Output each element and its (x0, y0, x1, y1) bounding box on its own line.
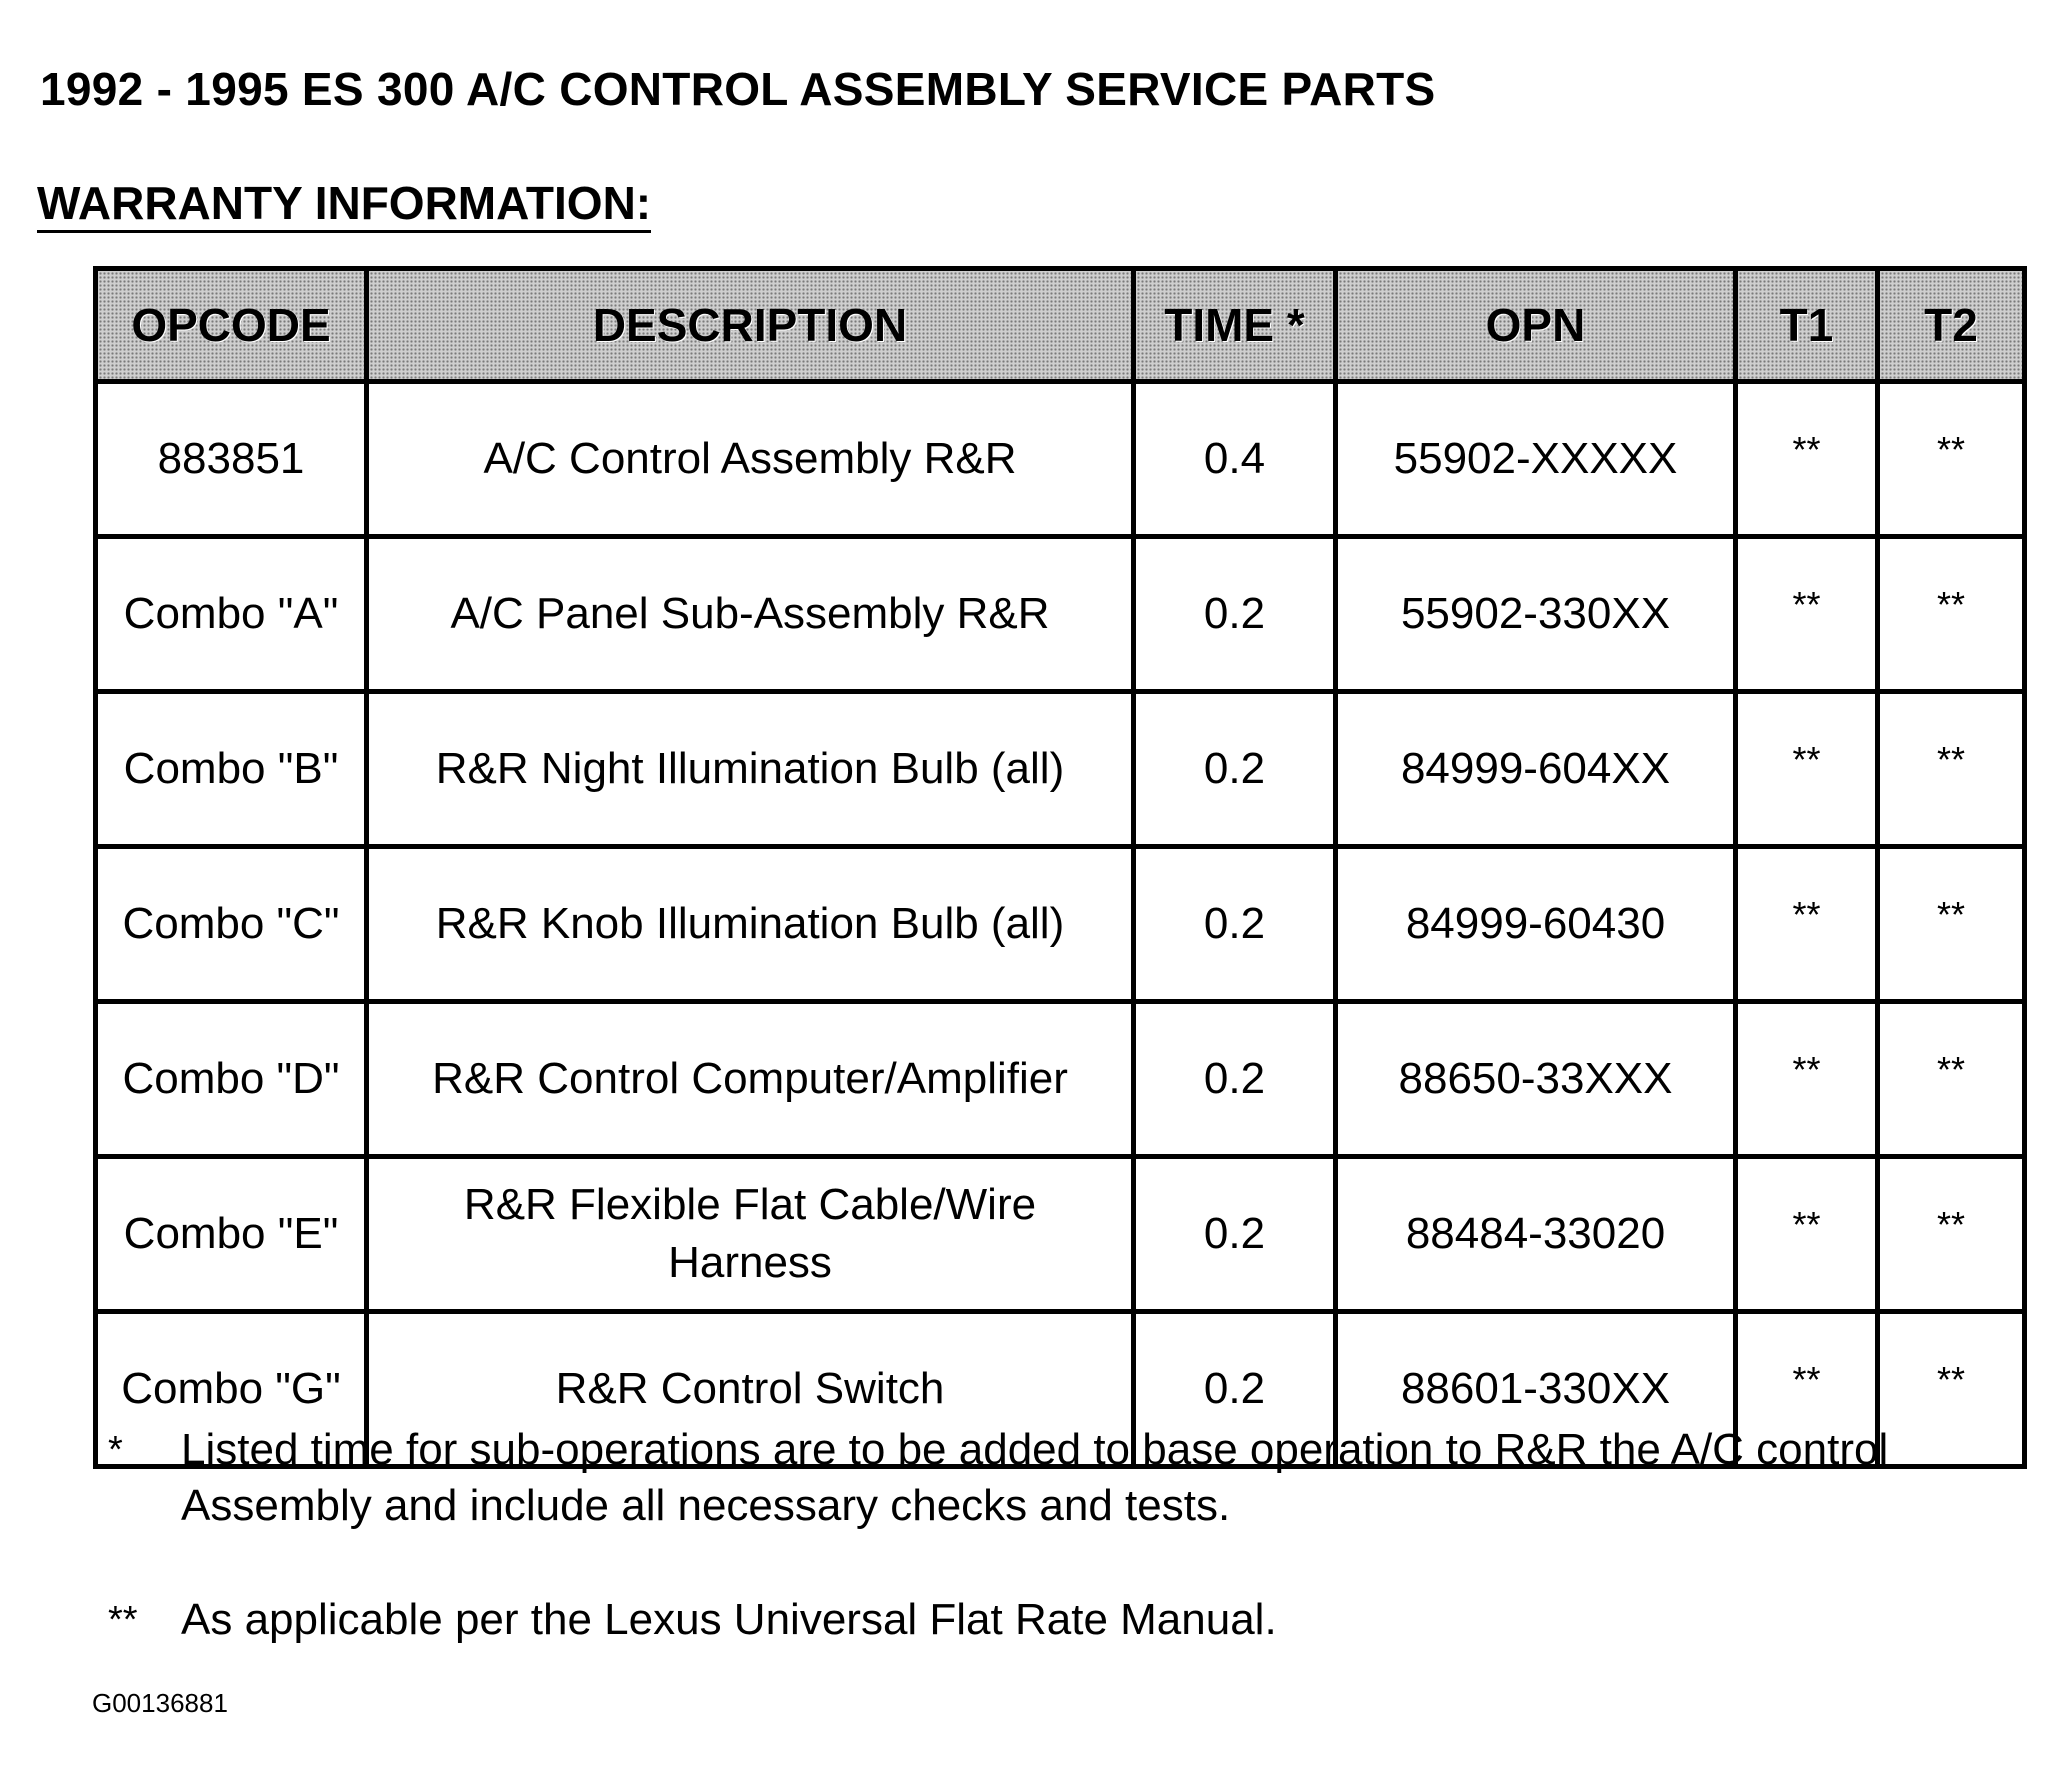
description-cell: R&R Control Computer/Amplifier (367, 1002, 1134, 1157)
service-parts-table-container (93, 266, 2022, 1469)
t1-cell: ** (1736, 1002, 1878, 1157)
t1-cell: ** (1736, 847, 1878, 1002)
opcode-cell: 883851 (96, 382, 367, 537)
opcode-cell: Combo "B" (96, 692, 367, 847)
description-cell: A/C Control Assembly R&R (367, 382, 1134, 537)
t1-cell: ** (1736, 1312, 1878, 1467)
table-row (96, 1157, 2025, 1312)
description-cell: R&R Flexible Flat Cable/Wire Harness (367, 1157, 1134, 1312)
t2-cell: ** (1878, 692, 2025, 847)
t2-cell: ** (1878, 382, 2025, 537)
opcode-cell: Combo "E" (96, 1157, 367, 1312)
t2-cell: ** (1878, 847, 2025, 1002)
footnote-marker: ** (108, 1599, 138, 1641)
t2-cell: ** (1878, 1312, 2025, 1467)
time-cell: 0.4 (1134, 382, 1336, 537)
header-time: TIME * (1134, 269, 1336, 382)
footnotes (108, 1422, 2053, 1706)
table-row (96, 1002, 2025, 1157)
service-parts-table (93, 266, 2027, 1469)
opn-cell: 55902-330XX (1336, 537, 1736, 692)
t1-cell: ** (1736, 692, 1878, 847)
header-opcode: OPCODE (96, 269, 367, 382)
time-cell: 0.2 (1134, 537, 1336, 692)
table-row (96, 537, 2025, 692)
description-cell: R&R Control Switch (367, 1312, 1134, 1467)
table-row (96, 382, 2025, 537)
opn-cell: 88601-330XX (1336, 1312, 1736, 1467)
t2-cell: ** (1878, 537, 2025, 692)
time-cell: 0.2 (1134, 692, 1336, 847)
opn-cell: 88650-33XXX (1336, 1002, 1736, 1157)
footnote-text: As applicable per the Lexus Universal Flat Rate Manual. (181, 1595, 1277, 1644)
t2-cell: ** (1878, 1002, 2025, 1157)
footnote-time (108, 1422, 2053, 1534)
description-cell: R&R Night Illumination Bulb (all) (367, 692, 1134, 847)
opcode-cell: Combo "D" (96, 1002, 367, 1157)
header-t1: T1 (1736, 269, 1878, 382)
opn-cell: 84999-60430 (1336, 847, 1736, 1002)
description-cell: A/C Panel Sub-Assembly R&R (367, 537, 1134, 692)
opcode-cell: Combo "A" (96, 537, 367, 692)
header-opn: OPN (1336, 269, 1736, 382)
footnote-flat-rate (108, 1592, 2053, 1648)
table-row (96, 847, 2025, 1002)
opn-cell: 84999-604XX (1336, 692, 1736, 847)
description-cell: R&R Knob Illumination Bulb (all) (367, 847, 1134, 1002)
t2-cell: ** (1878, 1157, 2025, 1312)
header-description: DESCRIPTION (367, 269, 1134, 382)
t1-cell: ** (1736, 382, 1878, 537)
opn-cell: 88484-33020 (1336, 1157, 1736, 1312)
table-header-row (96, 269, 2025, 382)
t1-cell: ** (1736, 1157, 1878, 1312)
time-cell: 0.2 (1134, 847, 1336, 1002)
table-row (96, 692, 2025, 847)
page-title: 1992 - 1995 ES 300 A/C CONTROL ASSEMBLY SERVICE PARTS (40, 63, 1436, 115)
footnote-marker: * (108, 1429, 123, 1471)
header-t2: T2 (1878, 269, 2025, 382)
footnote-text: Listed time for sub-operations are to be added to base operation to R&R the A/C control Assembly and include all necessary checks and tests. (181, 1425, 1889, 1530)
opcode-cell: Combo "G" (96, 1312, 367, 1467)
t1-cell: ** (1736, 537, 1878, 692)
section-heading: WARRANTY INFORMATION: (37, 178, 651, 233)
figure-id: G00136881 (92, 1688, 228, 1718)
opn-cell: 55902-XXXXX (1336, 382, 1736, 537)
time-cell: 0.2 (1134, 1312, 1336, 1467)
opcode-cell: Combo "C" (96, 847, 367, 1002)
time-cell: 0.2 (1134, 1157, 1336, 1312)
time-cell: 0.2 (1134, 1002, 1336, 1157)
